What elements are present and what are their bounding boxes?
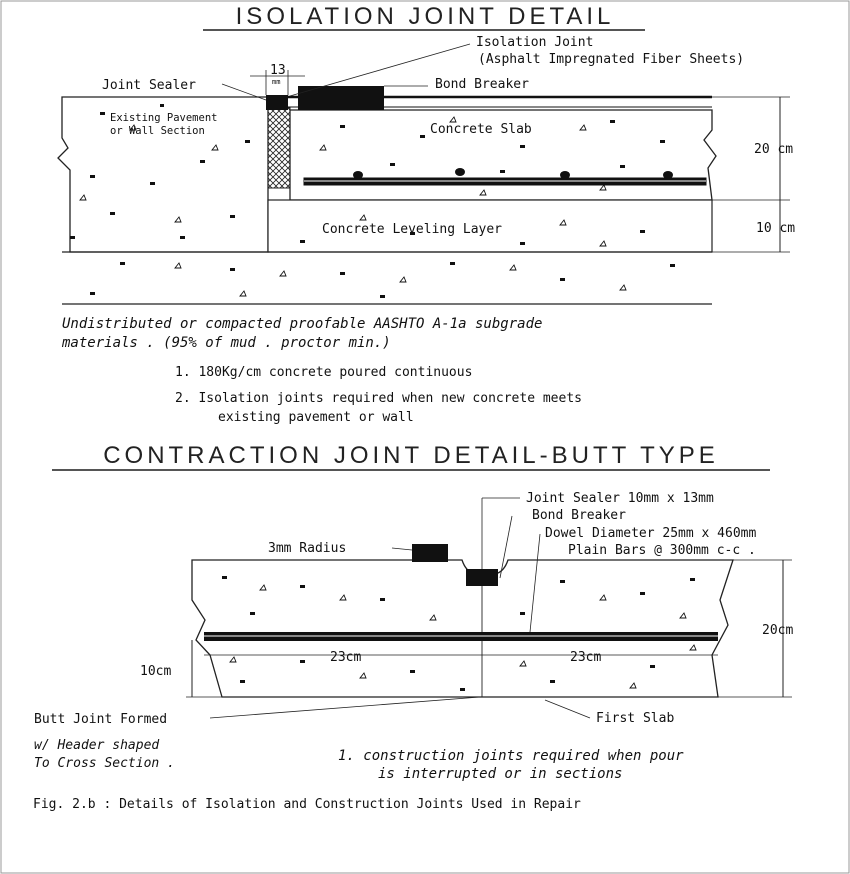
dim-23-right-label: 23cm: [570, 650, 602, 665]
subgrade-note-1: Undistributed or compacted proofable AASHTO A-1a subgrade: [62, 316, 543, 332]
leader-radius: [392, 548, 412, 550]
joint-sealer-label: Joint Sealer: [102, 78, 196, 93]
isolation-note-2b: existing pavement or wall: [218, 410, 414, 425]
dim-contraction-20cm-label: 20cm: [762, 623, 794, 638]
dowel-label-1: Dowel Diameter 25mm x 460mm: [545, 526, 757, 541]
leveling-layer-label: Concrete Leveling Layer: [322, 222, 503, 237]
isolation-joint-label: Isolation Joint: [476, 35, 594, 50]
isolation-note-1: 1. 180Kg/cm concrete poured continuous: [175, 365, 473, 380]
isolation-note-2a: 2. Isolation joints required when new concrete meets: [175, 391, 582, 406]
dim-20cm-label: 20 cm: [754, 142, 794, 157]
existing-label-1: Existing Pavement: [110, 112, 218, 124]
butt-joint-label: Butt Joint Formed: [34, 712, 168, 727]
isolation-title: ISOLATION JOINT DETAIL: [235, 3, 615, 30]
leader-butt-joint: [210, 697, 480, 718]
leader-first-slab: [545, 700, 590, 718]
header-label-1: w/ Header shaped: [34, 738, 160, 753]
dim-13-label: 13: [270, 63, 286, 78]
contraction-section: [34, 491, 793, 782]
bond-breaker-label: Bond Breaker: [435, 77, 529, 92]
radius-label: 3mm Radius: [268, 541, 347, 556]
concrete-slab-label: Concrete Slab: [430, 122, 532, 137]
contraction-title: CONTRACTION JOINT DETAIL-BUTT TYPE: [103, 442, 719, 469]
construction-note-a: 1. construction joints required when pour: [338, 748, 684, 764]
subgrade-note-2: materials . (95% of mud . proctor min.): [62, 335, 391, 351]
dim-10cm-label: 10 cm: [756, 221, 796, 236]
contraction-sealer-label: Joint Sealer 10mm x 13mm: [526, 491, 714, 506]
contraction-joint-sealer: [466, 569, 498, 586]
isolation-section: [58, 35, 795, 304]
figure-caption: Fig. 2.b : Details of Isolation and Construction Joints Used in Repair: [33, 797, 581, 812]
radius-block: [412, 544, 448, 562]
existing-label-2: or Wall Section: [110, 125, 205, 137]
header-label-2: To Cross Section .: [34, 756, 175, 771]
contraction-slab: [192, 560, 733, 697]
dim-13-unit: mm: [272, 78, 281, 86]
contraction-bond-label: Bond Breaker: [532, 508, 626, 523]
dim-contraction-10cm-label: 10cm: [140, 664, 172, 679]
dowel-label-2: Plain Bars @ 300mm c-c .: [568, 543, 756, 558]
dim-23-left-label: 23cm: [330, 650, 362, 665]
construction-note-b: is interrupted or in sections: [378, 766, 623, 782]
first-slab-label: First Slab: [596, 711, 675, 726]
isolation-filler: [268, 108, 290, 188]
isolation-joint-sub: (Asphalt Impregnated Fiber Sheets): [478, 52, 745, 67]
joint-sealer: [266, 95, 288, 110]
